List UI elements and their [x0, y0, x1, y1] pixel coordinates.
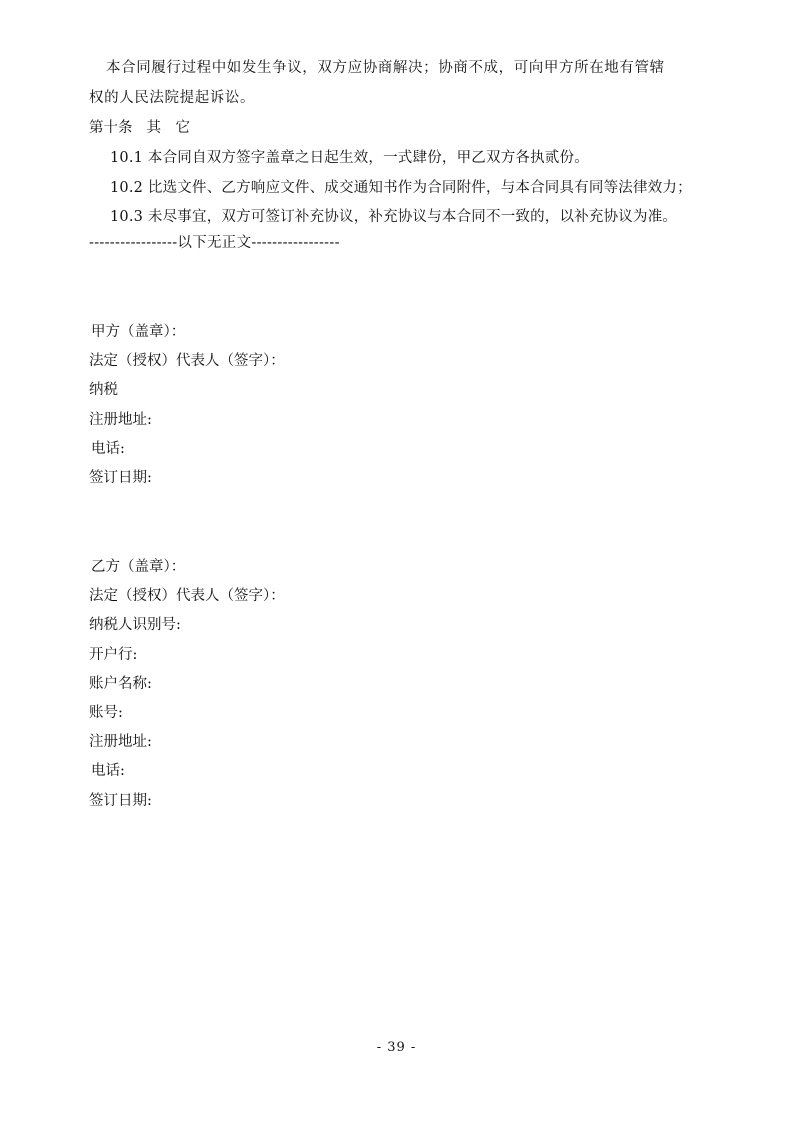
clause-10-1: 10.1 本合同自双方签字盖章之日起生效，一式肆份，甲乙双方各执贰份。: [110, 150, 589, 166]
clause-10-2: 10.2 比选文件、乙方响应文件、成交通知书作为合同附件，与本合同具有同等法律效力；: [110, 180, 692, 196]
party-b-representative-label: 法定（授权）代表人（签字）：: [89, 588, 285, 605]
party-b-date-label: 签订日期:: [89, 792, 152, 809]
clause-10-3: 10.3 未尽事宜，双方可签订补充协议，补充协议与本合同不一致的，以补充协议为准。: [110, 209, 678, 225]
article-title: 其 它: [146, 120, 190, 136]
party-a-tax-label: 纳税: [89, 382, 118, 399]
party-b-bank-label: 开户行:: [89, 646, 138, 663]
party-a-phone-label: 电话:: [91, 440, 125, 457]
party-a-signature-block: [89, 322, 285, 497]
party-a-address-label: 注册地址:: [89, 411, 152, 428]
party-a-date-label: 签订日期:: [89, 469, 152, 486]
party-b-account-name-label: 账户名称:: [89, 675, 152, 692]
party-a-representative-label: 法定（授权）代表人（签字）：: [89, 353, 285, 370]
party-b-phone-label: 电话:: [91, 763, 125, 780]
end-of-text-marker: -----------------以下无正文-----------------: [89, 235, 340, 251]
party-a-seal-label: 甲方（盖章）：: [91, 324, 186, 340]
article-heading: [89, 118, 190, 138]
dispute-clause-line-1: 本合同履行过程中如发生争议，双方应协商解决；协商不成，可向甲方所在地有管辖: [106, 60, 665, 76]
party-b-address-label: 注册地址:: [89, 734, 152, 751]
party-b-account-no-label: 账号:: [89, 704, 123, 721]
article-number: 第十条: [89, 120, 133, 136]
dispute-clause-line-2: 权的人民法院提起诉讼。: [89, 90, 256, 106]
party-b-signature-block: [89, 557, 285, 820]
party-b-seal-label: 乙方（盖章）：: [91, 559, 186, 575]
page-number: - 39 -: [376, 1040, 417, 1055]
party-b-tax-id-label: 纳税人识别号:: [89, 617, 181, 634]
